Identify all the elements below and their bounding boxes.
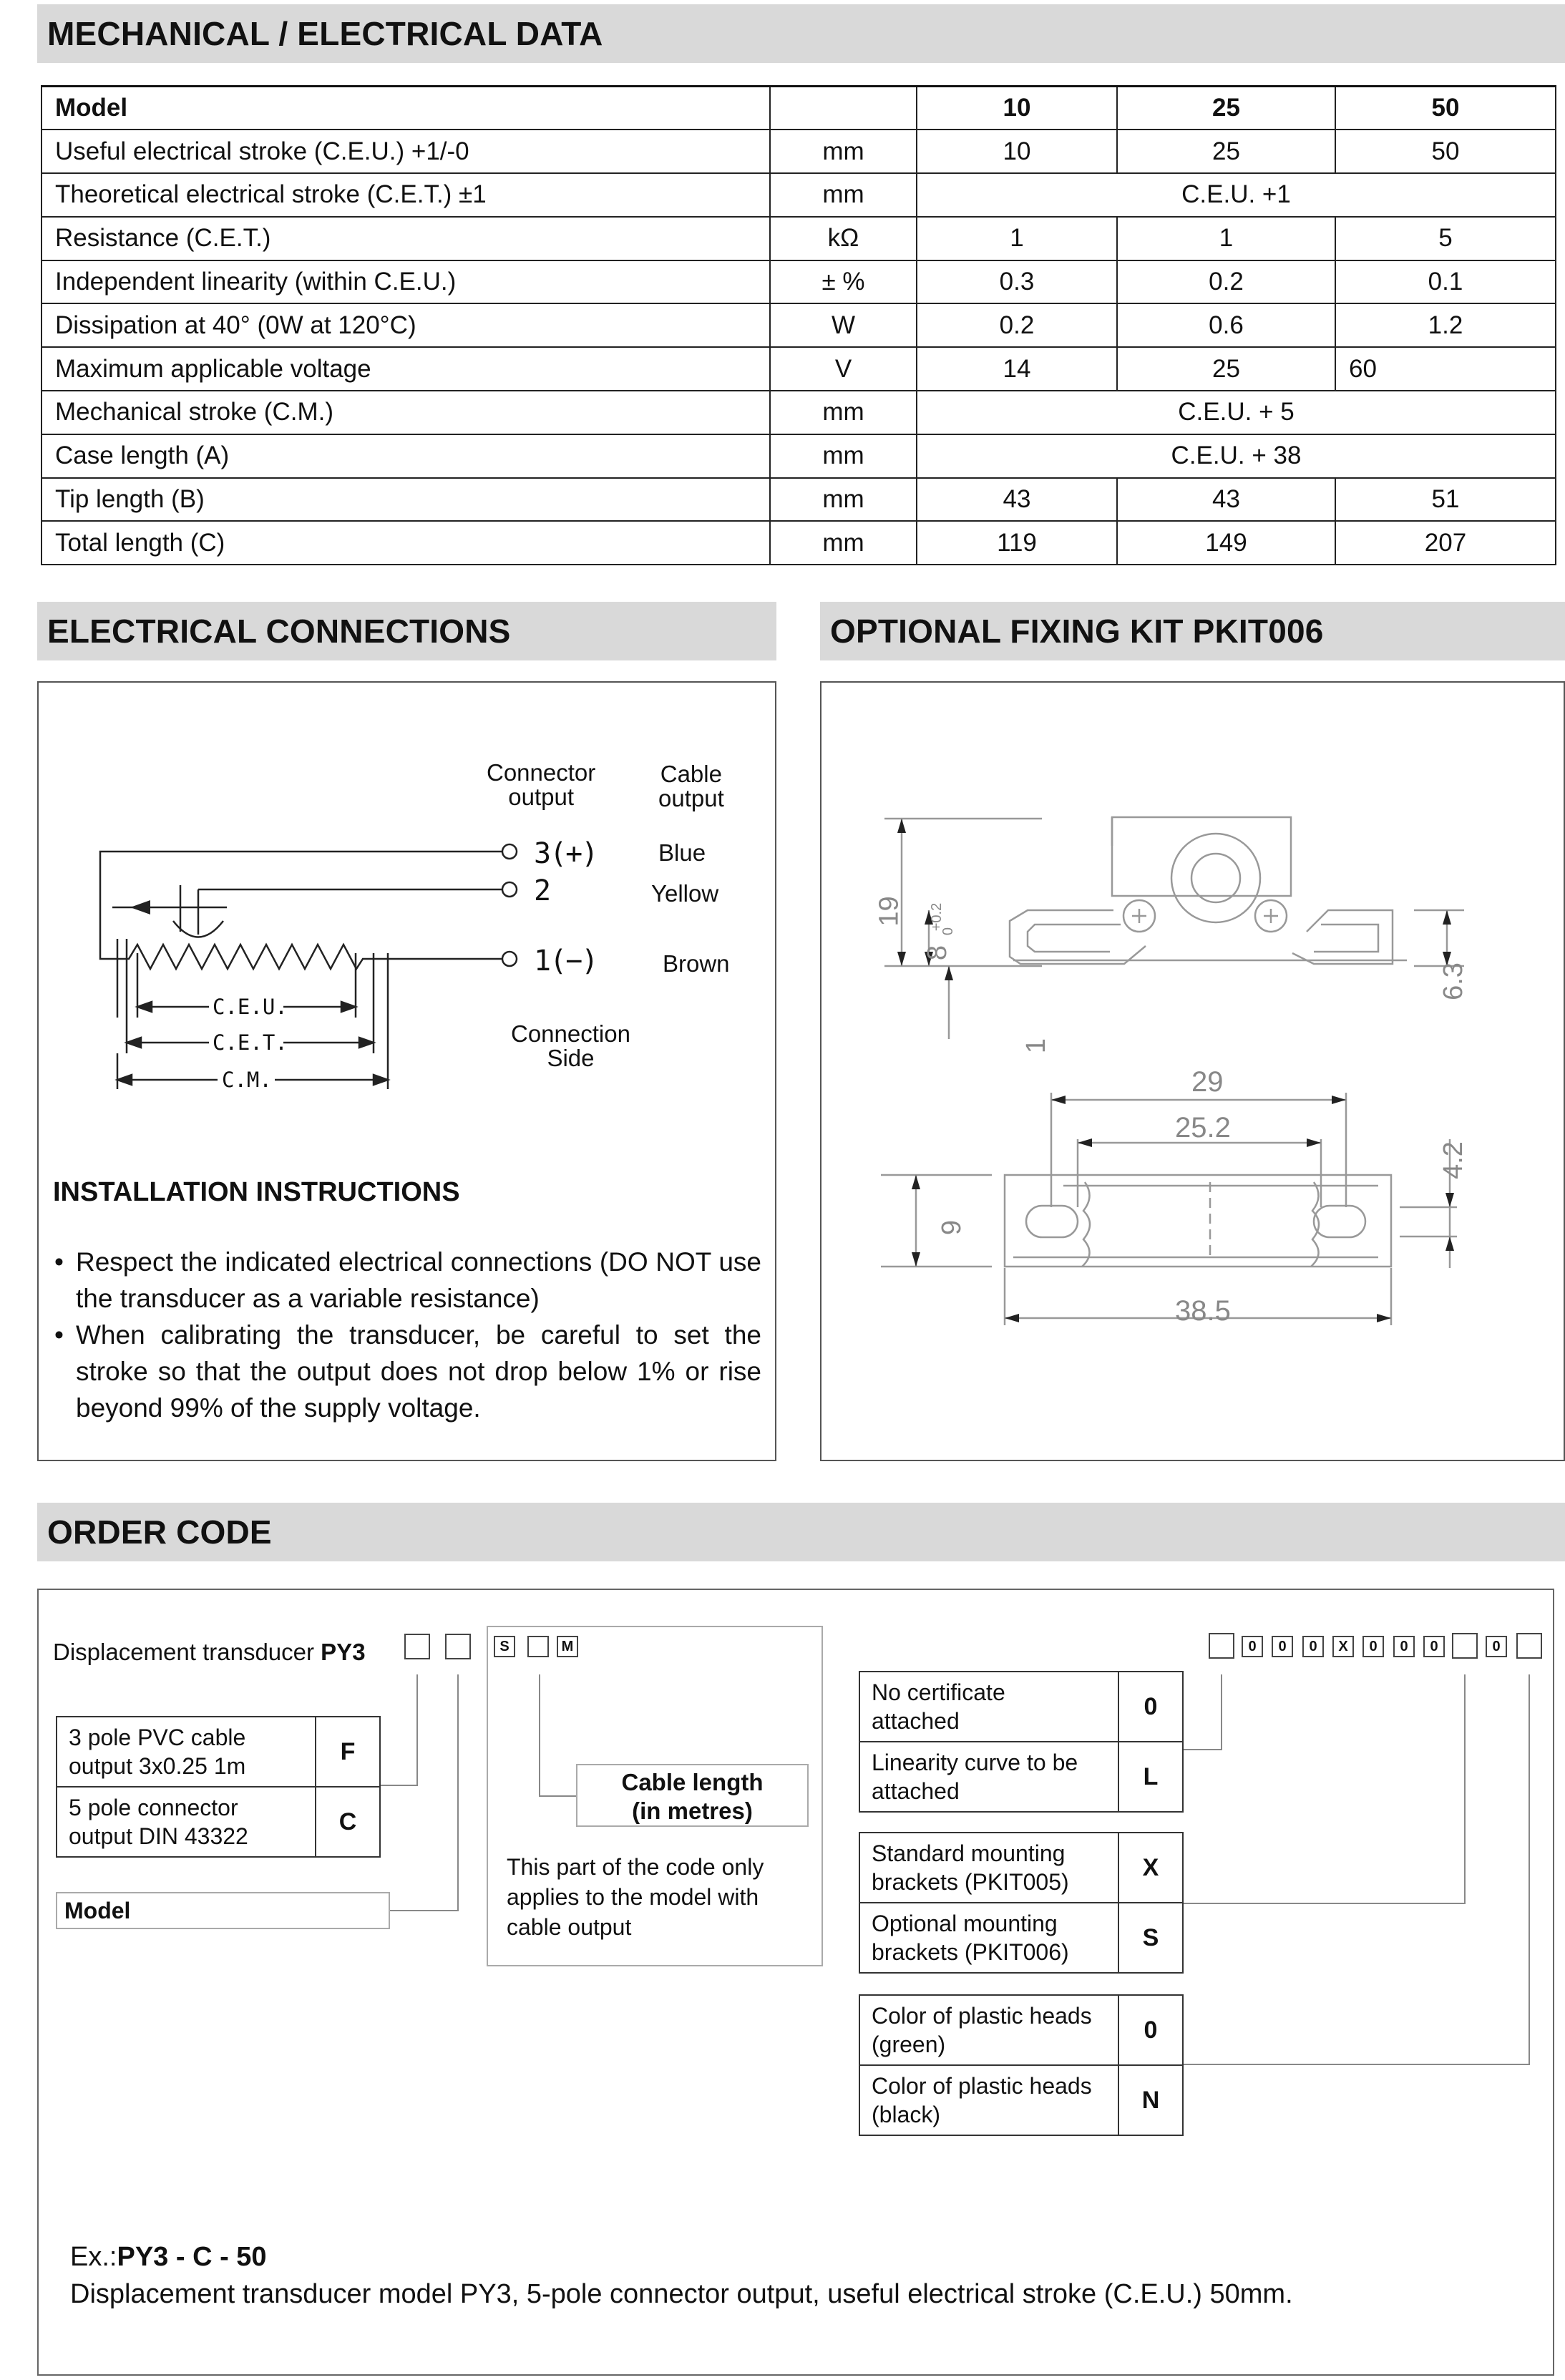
cable-note-line1: This part of the code only	[507, 1854, 764, 1880]
option-code: F	[316, 1717, 380, 1787]
example-code-value: PY3 - C - 50	[117, 2242, 267, 2272]
option-line2: (green)	[872, 2032, 946, 2057]
displacement-transducer-label	[53, 1639, 366, 1666]
table-row	[42, 303, 1556, 347]
table-row	[42, 260, 1556, 304]
section-header-fixing-kit: OPTIONAL FIXING KIT PKIT006	[820, 602, 1565, 660]
row-value: 149	[1117, 521, 1335, 565]
pin1-label: 1(−)	[534, 945, 598, 977]
row-label: Independent linearity (within C.E.U.)	[42, 260, 770, 304]
code-box-fixed: 0	[1242, 1636, 1263, 1657]
row-unit: ± %	[770, 260, 917, 304]
table-row	[859, 1833, 1183, 1903]
table-row	[42, 478, 1556, 522]
example-code	[70, 2242, 267, 2273]
option-line1: Optional mounting	[872, 1911, 1058, 1936]
row-value: 25	[1117, 130, 1335, 173]
pin3-label: 3(+)	[534, 837, 598, 870]
table-row	[42, 347, 1556, 391]
row-value: 14	[917, 347, 1117, 391]
table-header-row	[42, 87, 1556, 130]
connection-side-line2: Side	[547, 1045, 595, 1071]
table-row	[859, 1903, 1183, 1973]
code-box-s[interactable]: S	[494, 1636, 515, 1657]
option-line1: 3 pole PVC cable	[69, 1725, 246, 1750]
certificate-table	[859, 1671, 1184, 1813]
installation-title: INSTALLATION INSTRUCTIONS	[53, 1177, 460, 1207]
dim-19: 19	[874, 896, 905, 927]
row-label: Dissipation at 40° (0W at 120°C)	[42, 303, 770, 347]
row-value: 50	[1335, 130, 1556, 173]
list-item: • Respect the indicated electrical connections (DO NOT use the transducer as a variable resistance)	[53, 1244, 761, 1317]
code-box-fixed: 0	[1362, 1636, 1384, 1657]
option-line1: Color of plastic heads	[872, 2073, 1092, 2099]
option-line1: Standard mounting	[872, 1840, 1066, 1866]
option-line2: brackets (PKIT005)	[872, 1869, 1069, 1895]
row-unit: mm	[770, 521, 917, 565]
code-box-fixed: 0	[1423, 1636, 1445, 1657]
row-unit: mm	[770, 173, 917, 217]
table-row	[859, 1672, 1183, 1742]
option-line1: Linearity curve to be	[872, 1750, 1078, 1775]
table-row	[42, 130, 1556, 173]
unit-header	[770, 87, 917, 130]
row-value: 0.2	[1117, 260, 1335, 304]
row-unit: W	[770, 303, 917, 347]
row-value: 0.6	[1117, 303, 1335, 347]
code-box-brackets[interactable]	[1452, 1633, 1478, 1659]
example-description: Displacement transducer model PY3, 5-pole connector output, useful electrical stroke (C.E.U.) 50mm.	[70, 2279, 1293, 2309]
row-value: 60	[1335, 347, 1556, 391]
option-line2: (black)	[872, 2102, 941, 2127]
option-line1: 5 pole connector	[69, 1795, 238, 1820]
wire-brown-label: Brown	[663, 950, 730, 977]
row-label: Tip length (B)	[42, 478, 770, 522]
cable-length-box	[576, 1764, 809, 1827]
brackets-table	[859, 1832, 1184, 1974]
code-box-certificate[interactable]	[1209, 1633, 1234, 1659]
row-value: 0.3	[917, 260, 1117, 304]
ceu-label: C.E.U.	[213, 995, 288, 1019]
output-type-table	[56, 1716, 381, 1858]
code-box-fixed: X	[1332, 1636, 1354, 1657]
dim-29: 29	[1191, 1066, 1224, 1098]
connector-output-line2: output	[508, 784, 574, 810]
cm-label: C.M.	[222, 1068, 272, 1092]
dim-8-tolerance-lower: 0	[940, 927, 957, 936]
transducer-model: PY3	[321, 1639, 366, 1665]
code-box-length[interactable]	[527, 1636, 549, 1657]
installation-list	[53, 1244, 761, 1426]
option-description	[859, 1833, 1118, 1903]
row-value-span: C.E.U. +1	[917, 173, 1556, 217]
cable-note-line3: cable output	[507, 1914, 632, 1940]
dim-8: 8	[922, 945, 953, 961]
option-code: X	[1118, 1833, 1183, 1903]
cable-note-line2: applies to the model with	[507, 1884, 759, 1910]
dim-38-5: 38.5	[1175, 1295, 1231, 1327]
cet-label: C.E.T.	[213, 1030, 288, 1055]
option-description	[57, 1717, 316, 1787]
row-label: Theoretical electrical stroke (C.E.T.) ±1	[42, 173, 770, 217]
option-line2: brackets (PKIT006)	[872, 1939, 1069, 1965]
table-row	[57, 1787, 380, 1857]
row-label: Maximum applicable voltage	[42, 347, 770, 391]
model-25-header: 25	[1117, 87, 1335, 130]
connector-output-line1: Connector	[487, 759, 596, 786]
model-field	[56, 1892, 390, 1929]
option-code: S	[1118, 1903, 1183, 1973]
code-box-fixed: 0	[1302, 1636, 1324, 1657]
code-box-fixed: 0	[1272, 1636, 1293, 1657]
section-header-mechanical: MECHANICAL / ELECTRICAL DATA	[37, 4, 1565, 63]
row-value: 207	[1335, 521, 1556, 565]
connector-output-label	[487, 761, 595, 809]
table-row	[57, 1717, 380, 1787]
table-row	[859, 1742, 1183, 1812]
dim-1: 1	[1021, 1038, 1052, 1054]
dim-25-2: 25.2	[1175, 1112, 1231, 1143]
table-row	[42, 521, 1556, 565]
option-line1: No certificate	[872, 1679, 1005, 1705]
dim-4-2: 4.2	[1438, 1141, 1468, 1179]
row-value: 1	[1117, 217, 1335, 260]
list-item: • When calibrating the transducer, be careful to set the stroke so that the output does not drop below 1% or rise beyond 99% of the supply voltage.	[53, 1317, 761, 1426]
option-description	[859, 2065, 1118, 2135]
example-prefix: Ex.:	[70, 2242, 117, 2272]
option-code: N	[1118, 2065, 1183, 2135]
table-row	[859, 1995, 1183, 2065]
cable-length-line1: Cable length	[621, 1769, 764, 1795]
option-code: 0	[1118, 1995, 1183, 2065]
row-label: Case length (A)	[42, 434, 770, 478]
row-value: 51	[1335, 478, 1556, 522]
code-box-output[interactable]	[404, 1634, 430, 1659]
section-header-order-code: ORDER CODE	[37, 1503, 1565, 1561]
cable-length-line2: (in metres)	[632, 1798, 753, 1824]
row-value: 43	[917, 478, 1117, 522]
dim-9: 9	[937, 1219, 967, 1236]
table-row	[42, 434, 1556, 478]
row-value: 10	[917, 130, 1117, 173]
row-value: 25	[1117, 347, 1335, 391]
row-value: 119	[917, 521, 1117, 565]
code-box-color[interactable]	[1516, 1633, 1542, 1659]
color-table	[859, 1994, 1184, 2136]
model-10-header: 10	[917, 87, 1117, 130]
row-unit: mm	[770, 130, 917, 173]
option-line1: Color of plastic heads	[872, 2003, 1092, 2029]
option-line2: output DIN 43322	[69, 1823, 248, 1849]
row-value: 0.1	[1335, 260, 1556, 304]
table-row	[42, 173, 1556, 217]
option-code: 0	[1118, 1672, 1183, 1742]
dim-8-tolerance: +0.2	[929, 902, 945, 932]
option-code: C	[316, 1787, 380, 1857]
dim-6-3: 6.3	[1438, 962, 1468, 1000]
row-value-span: C.E.U. + 38	[917, 434, 1556, 478]
option-description	[57, 1787, 316, 1857]
option-line2: output 3x0.25 1m	[69, 1753, 246, 1779]
model-field-label: Model	[64, 1898, 131, 1923]
cable-output-label	[658, 762, 724, 811]
pin2-label: 2	[534, 874, 552, 907]
option-description	[859, 1672, 1118, 1742]
option-description	[859, 1742, 1118, 1812]
row-value: 5	[1335, 217, 1556, 260]
transducer-label-text: Displacement transducer	[53, 1639, 321, 1665]
mechanical-data-table	[41, 85, 1556, 565]
option-line2: attached	[872, 1778, 960, 1804]
table-row	[42, 391, 1556, 434]
code-box-m[interactable]: M	[557, 1636, 578, 1657]
section-header-electrical: ELECTRICAL CONNECTIONS	[37, 602, 776, 660]
cable-output-line1: Cable	[660, 761, 722, 787]
code-box-fixed: 0	[1486, 1636, 1507, 1657]
row-unit: mm	[770, 478, 917, 522]
row-label: Mechanical stroke (C.M.)	[42, 391, 770, 434]
row-value: 1.2	[1335, 303, 1556, 347]
code-box-model[interactable]	[445, 1634, 471, 1659]
row-unit: V	[770, 347, 917, 391]
cable-output-line2: output	[658, 785, 724, 811]
table-row	[859, 2065, 1183, 2135]
connection-side-line1: Connection	[511, 1020, 630, 1047]
row-label: Resistance (C.E.T.)	[42, 217, 770, 260]
row-label: Total length (C)	[42, 521, 770, 565]
option-description	[859, 1903, 1118, 1973]
cable-note	[507, 1852, 764, 1942]
row-value: 1	[917, 217, 1117, 260]
wire-yellow-label: Yellow	[651, 880, 719, 907]
row-unit: mm	[770, 391, 917, 434]
model-header: Model	[42, 87, 770, 130]
row-value: 43	[1117, 478, 1335, 522]
row-value: 0.2	[917, 303, 1117, 347]
option-code: L	[1118, 1742, 1183, 1812]
connection-side-label	[511, 1022, 630, 1070]
option-description	[859, 1995, 1118, 2065]
code-box-fixed: 0	[1393, 1636, 1415, 1657]
row-value-span: C.E.U. + 5	[917, 391, 1556, 434]
row-label: Useful electrical stroke (C.E.U.) +1/-0	[42, 130, 770, 173]
option-line2: attached	[872, 1708, 960, 1734]
model-50-header: 50	[1335, 87, 1556, 130]
row-unit: kΩ	[770, 217, 917, 260]
row-unit: mm	[770, 434, 917, 478]
wire-blue-label: Blue	[658, 839, 706, 866]
table-row	[42, 217, 1556, 260]
